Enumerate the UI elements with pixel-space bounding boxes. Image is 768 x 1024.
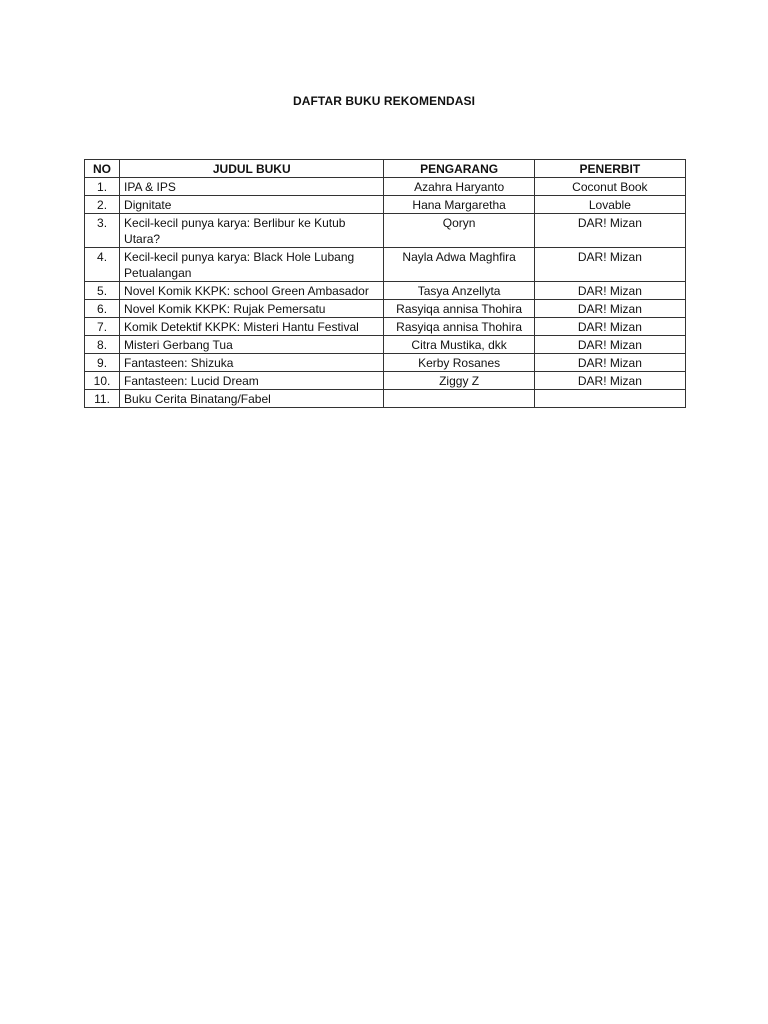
cell-author: Rasyiqa annisa Thohira [384, 318, 534, 336]
cell-no: 11. [85, 390, 120, 408]
cell-title: Novel Komik KKPK: Rujak Pemersatu [120, 300, 384, 318]
cell-no: 5. [85, 282, 120, 300]
table-row [85, 354, 686, 372]
cell-publisher: DAR! Mizan [534, 318, 685, 336]
cell-no: 9. [85, 354, 120, 372]
table-row [85, 178, 686, 196]
cell-title: Kecil-kecil punya karya: Black Hole Lubang Petualangan [120, 248, 384, 282]
cell-author: Azahra Haryanto [384, 178, 534, 196]
cell-title: Dignitate [120, 196, 384, 214]
cell-author: Kerby Rosanes [384, 354, 534, 372]
cell-author: Citra Mustika, dkk [384, 336, 534, 354]
cell-publisher: DAR! Mizan [534, 336, 685, 354]
cell-no: 6. [85, 300, 120, 318]
table-row [85, 390, 686, 408]
table-row [85, 336, 686, 354]
table-row [85, 214, 686, 248]
cell-title: Fantasteen: Shizuka [120, 354, 384, 372]
cell-no: 7. [85, 318, 120, 336]
cell-title: Kecil-kecil punya karya: Berlibur ke Kutub Utara? [120, 214, 384, 248]
cell-publisher: DAR! Mizan [534, 282, 685, 300]
cell-title: Misteri Gerbang Tua [120, 336, 384, 354]
cell-author [384, 390, 534, 408]
cell-title: Novel Komik KKPK: school Green Ambasador [120, 282, 384, 300]
header-publisher: PENERBIT [534, 160, 685, 178]
cell-publisher: Lovable [534, 196, 685, 214]
cell-no: 2. [85, 196, 120, 214]
cell-publisher: DAR! Mizan [534, 372, 685, 390]
book-recommendation-table [84, 159, 686, 408]
cell-title: Buku Cerita Binatang/Fabel [120, 390, 384, 408]
cell-author: Tasya Anzellyta [384, 282, 534, 300]
table-header-row [85, 160, 686, 178]
header-title: JUDUL BUKU [120, 160, 384, 178]
table-row [85, 282, 686, 300]
header-author: PENGARANG [384, 160, 534, 178]
cell-author: Ziggy Z [384, 372, 534, 390]
cell-title: Fantasteen: Lucid Dream [120, 372, 384, 390]
cell-publisher: DAR! Mizan [534, 214, 685, 248]
cell-no: 10. [85, 372, 120, 390]
cell-author: Hana Margaretha [384, 196, 534, 214]
table-row [85, 196, 686, 214]
cell-no: 1. [85, 178, 120, 196]
cell-title: Komik Detektif KKPK: Misteri Hantu Festival [120, 318, 384, 336]
cell-no: 4. [85, 248, 120, 282]
document-title: DAFTAR BUKU REKOMENDASI [292, 94, 476, 108]
cell-author: Nayla Adwa Maghfira [384, 248, 534, 282]
table-row [85, 372, 686, 390]
cell-author: Rasyiqa annisa Thohira [384, 300, 534, 318]
cell-publisher: Coconut Book [534, 178, 685, 196]
table-row [85, 318, 686, 336]
cell-publisher [534, 390, 685, 408]
header-no: NO [85, 160, 120, 178]
table-row [85, 248, 686, 282]
cell-title: IPA & IPS [120, 178, 384, 196]
cell-publisher: DAR! Mizan [534, 354, 685, 372]
cell-no: 3. [85, 214, 120, 248]
cell-author: Qoryn [384, 214, 534, 248]
cell-publisher: DAR! Mizan [534, 248, 685, 282]
cell-publisher: DAR! Mizan [534, 300, 685, 318]
table-row [85, 300, 686, 318]
cell-no: 8. [85, 336, 120, 354]
